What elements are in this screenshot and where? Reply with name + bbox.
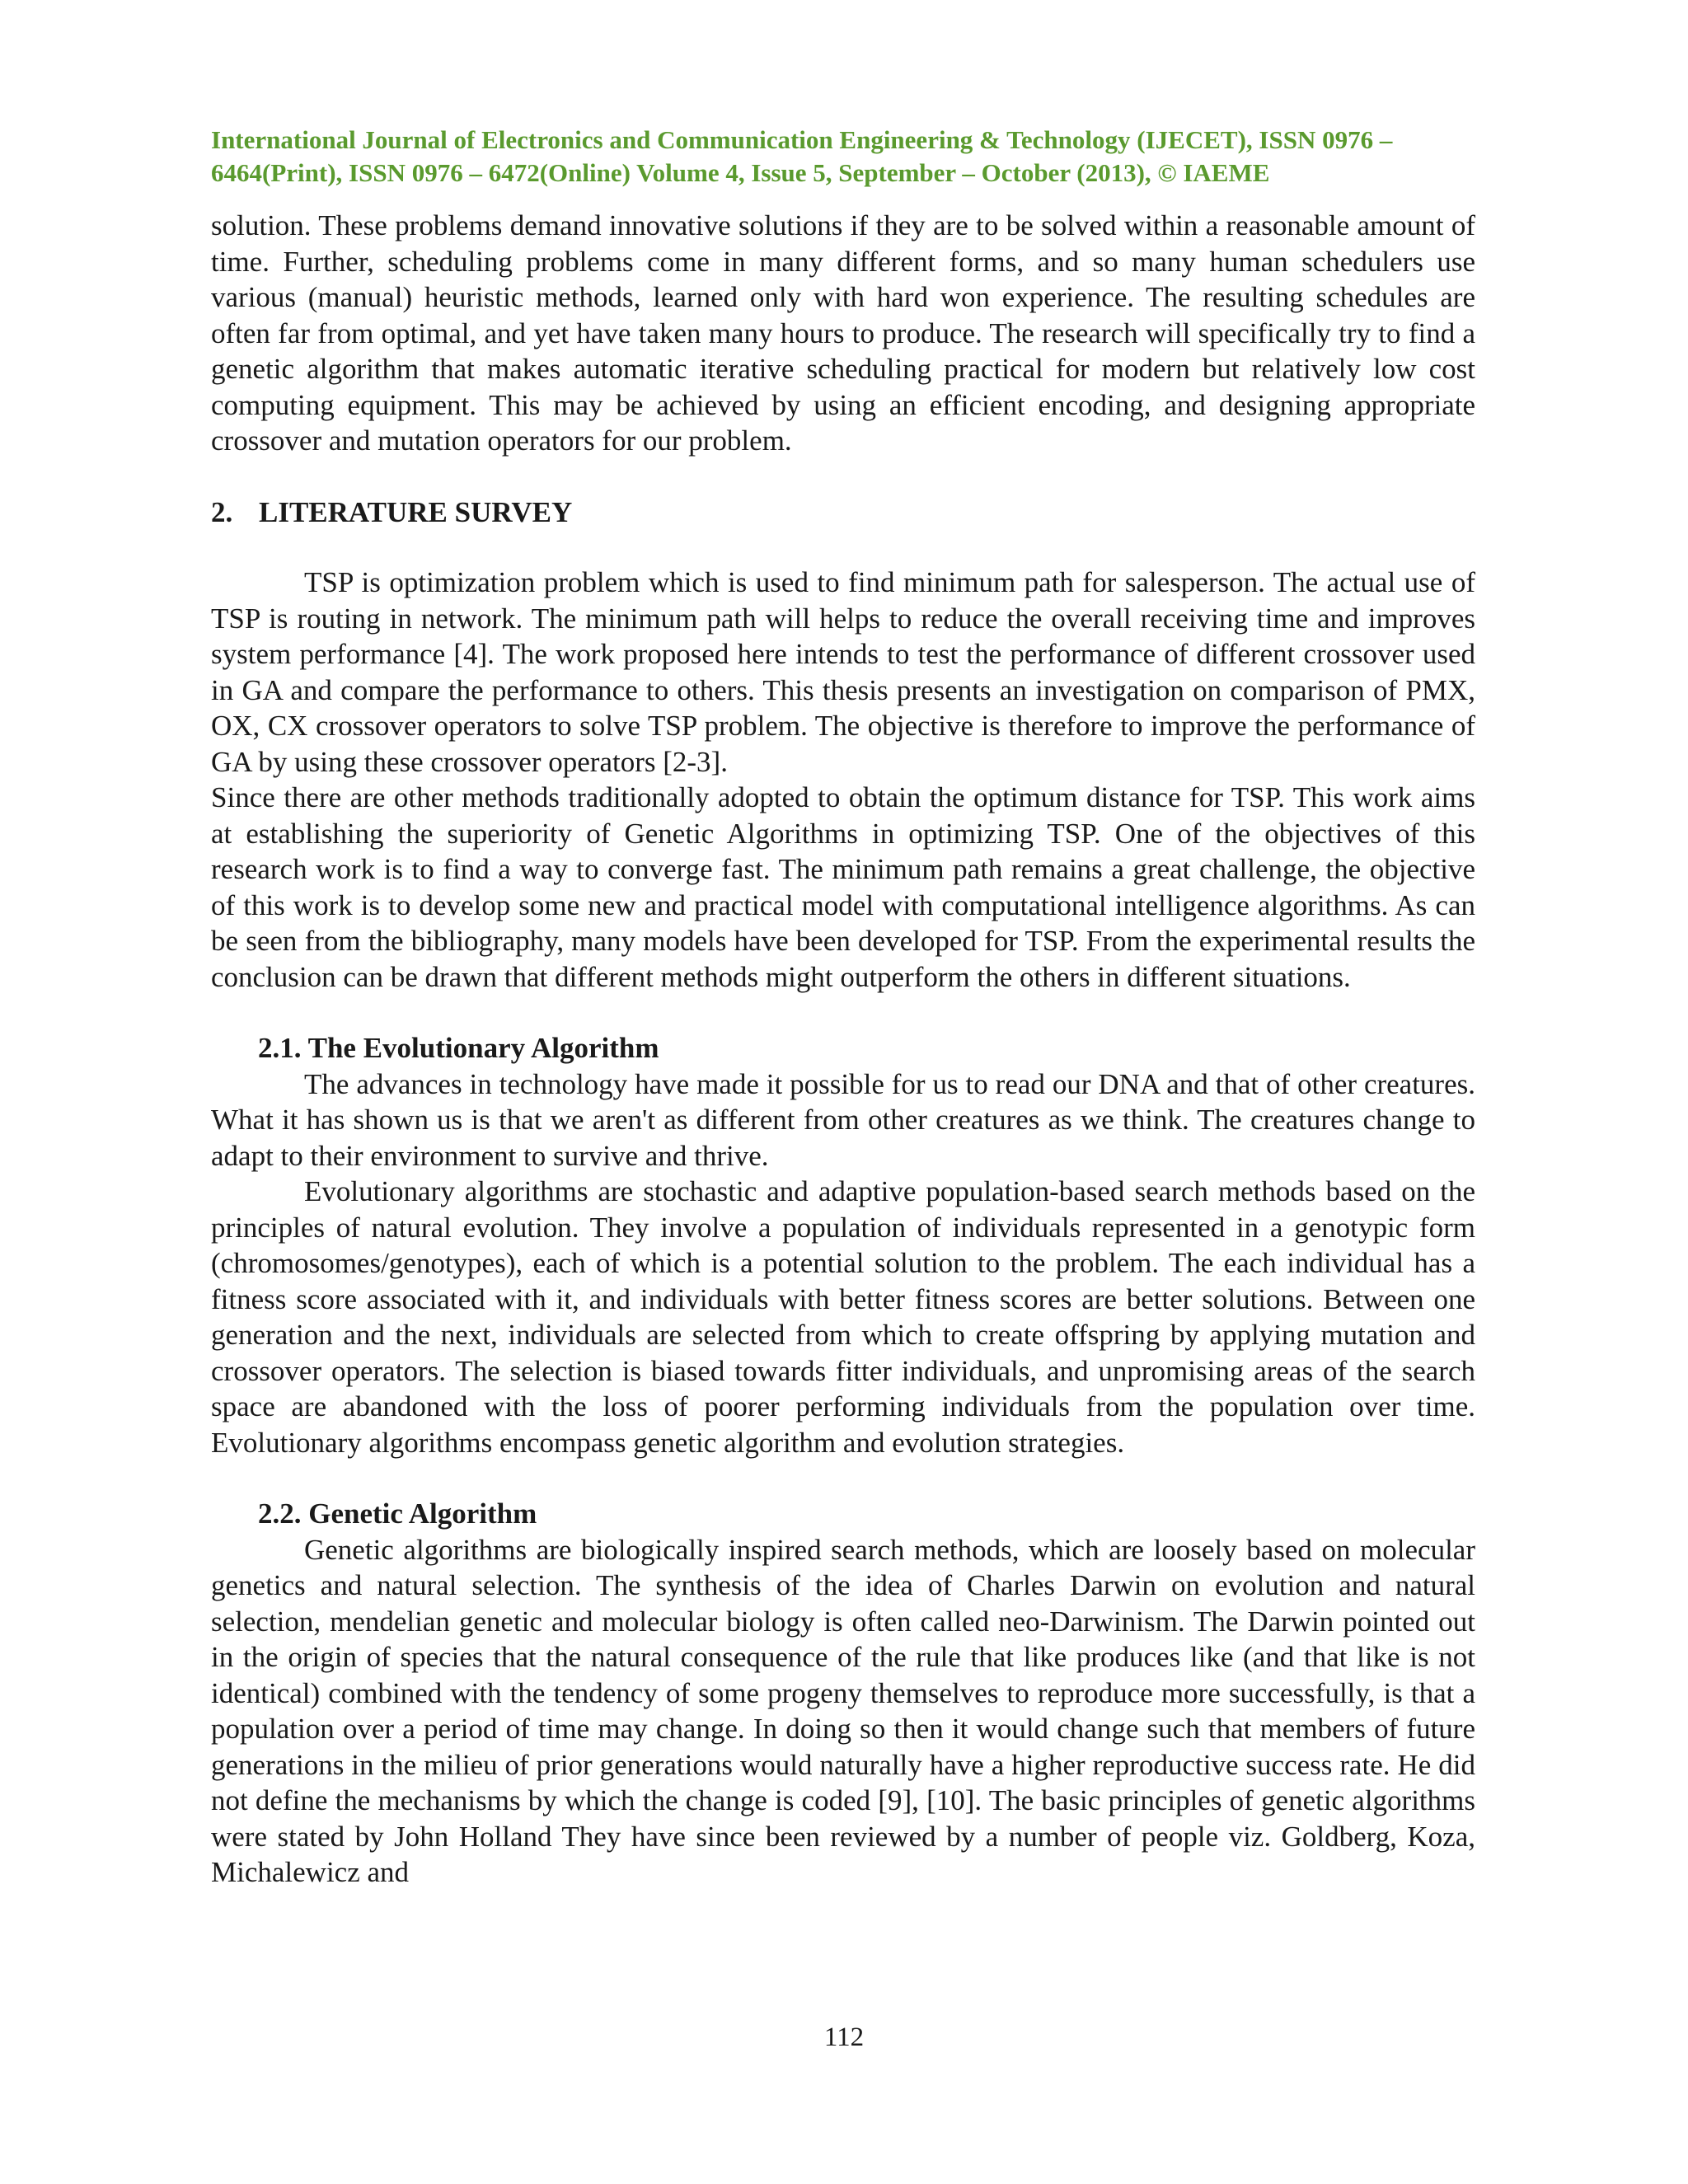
literature-paragraph-2: Since there are other methods traditionally adopted to obtain the optimum distance for TSP. This work aims at establishing the superiority of Genetic Algorithms in optimizing TSP. One of the objectives of this research work is to find a way to converge fast. The minimum path remains a great challenge, the objective of this work is to develop some new and practical model with computational intelligence algorithms. As can be seen from the bibliography, many models have been developed for TSP. From the experimental results the conclusion can be drawn that different methods might outperform the others in different situations. <box>211 781 1475 993</box>
journal-header <box>211 124 1475 190</box>
journal-header-line-1: International Journal of Electronics and Communication Engineering & Technology (IJECET), ISSN 0976 – <box>211 125 1393 154</box>
section-number: 2. <box>211 495 233 528</box>
journal-header-line-2: 6464(Print), ISSN 0976 – 6472(Online) Volume 4, Issue 5, September – October (2013), © IAEME <box>211 158 1270 187</box>
literature-paragraph-1: TSP is optimization problem which is used to find minimum path for salesperson. The actual use of TSP is routing in network. The minimum path will helps to reduce the overall receiving time and improves system performance [4]. The work proposed here intends to test the performance of different crossover used in GA and compare the performance to others. This thesis presents an investigation on comparison of PMX, OX, CX crossover operators to solve TSP problem. The objective is therefore to improve the performance of GA by using these crossover operators [2-3]. <box>211 566 1475 778</box>
subsection-heading-evolutionary-algorithm: 2.1. The Evolutionary Algorithm <box>258 1032 659 1064</box>
section-title: LITERATURE SURVEY <box>259 495 573 528</box>
genetic-paragraph-1: Genetic algorithms are biologically inspired search methods, which are loosely based on molecular genetics and natural selection. The synthesis of the idea of Charles Darwin on evolution and natural selection, mendelian genetic and molecular biology is often called neo-Darwinism. The Darwin pointed out in the origin of species that the natural consequence of the rule that like produces like (and that like is not identical) combined with the tendency of some progeny themselves to reproduce more successfully, is that a population over a period of time may change. In doing so then it would change such that members of future generations in the milieu of prior generations would naturally have a higher reproductive success rate. He did not define the mechanisms by which the change is coded [9], [10]. The basic principles of genetic algorithms were stated by John Holland They have since been reviewed by a number of people viz. Goldberg, Koza, Michalewicz and <box>211 1533 1475 1888</box>
page-content <box>211 124 1475 1891</box>
section-heading-literature-survey <box>211 494 1475 531</box>
evolutionary-paragraph-1: The advances in technology have made it possible for us to read our DNA and that of other creatures. What it has shown us is that we aren't as different from other creatures as we think. The creatures change to adapt to their environment to survive and thrive. <box>211 1067 1475 1172</box>
intro-paragraph: solution. These problems demand innovative solutions if they are to be solved within a reasonable amount of time. Further, scheduling problems come in many different forms, and so many human schedulers use various (manual) heuristic methods, learned only with hard won experience. The resulting schedules are often far from optimal, and yet have taken many hours to produce. The research will specifically try to find a genetic algorithm that makes automatic iterative scheduling practical for modern but relatively low cost computing equipment. This may be achieved by using an efficient encoding, and designing appropriate crossover and mutation operators for our problem. <box>211 209 1475 457</box>
subsection-heading-genetic-algorithm: 2.2. Genetic Algorithm <box>258 1497 537 1530</box>
page-number: 112 <box>823 2022 865 2052</box>
evolutionary-paragraph-2: Evolutionary algorithms are stochastic and adaptive population-based search methods based on the principles of natural evolution. They involve a population of individuals represented in a genotypic form (chromosomes/genotypes), each of which is a potential solution to the problem. The each individual has a fitness score associated with it, and individuals with better fitness scores are better solutions. Between one generation and the next, individuals are selected from which to create offspring by applying mutation and crossover operators. The selection is biased towards fitter individuals, and unpromising areas of the search space are abandoned with the loss of poorer performing individuals from the population over time. Evolutionary algorithms encompass genetic algorithm and evolution strategies. <box>211 1175 1475 1459</box>
